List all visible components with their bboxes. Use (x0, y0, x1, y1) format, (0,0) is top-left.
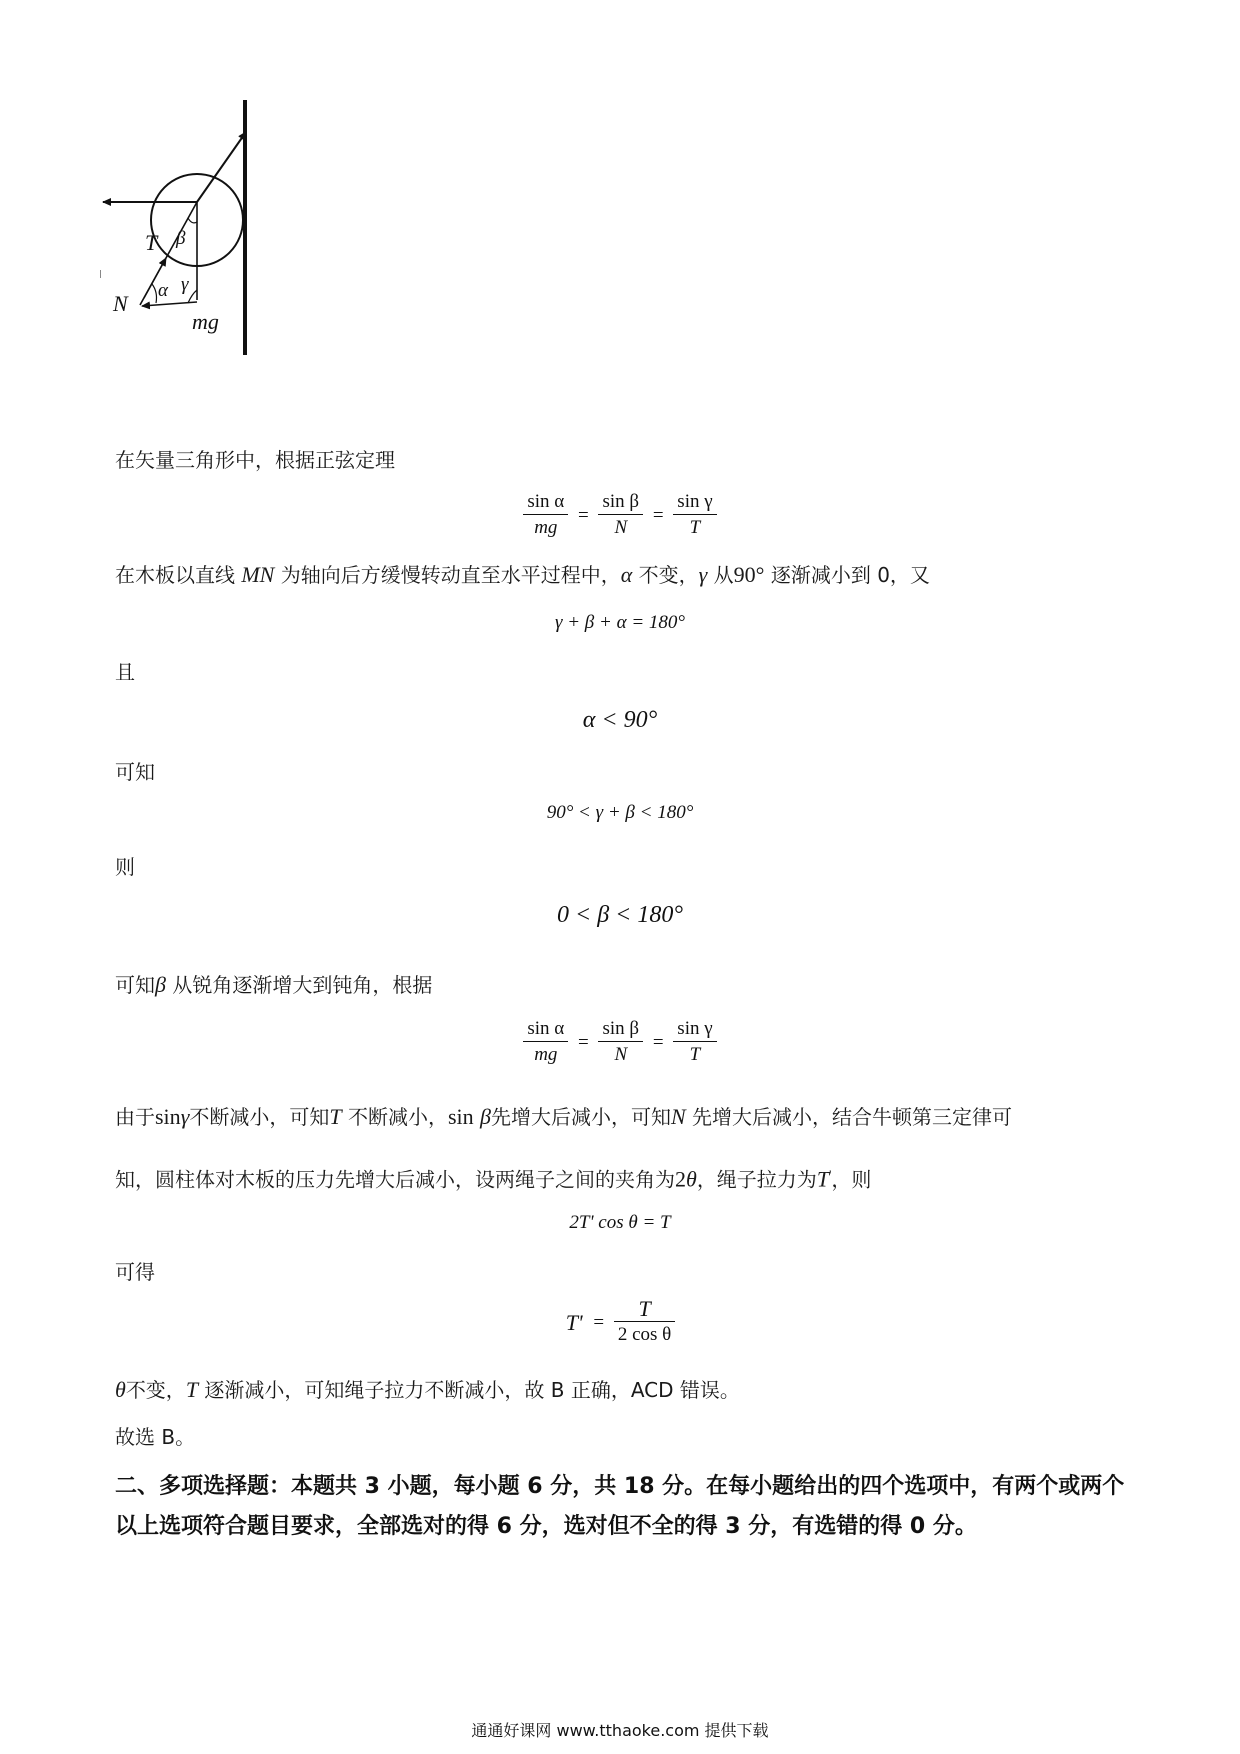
label-T: T (145, 230, 158, 255)
label-N: N (113, 291, 128, 316)
equation-range-1: 90° < γ + β < 180° (546, 802, 694, 823)
text-line-9: 可得 (115, 1260, 155, 1284)
text-line-10: θ不变，T 逐渐减小，可知绳子拉力不断减小，故 B 正确，ACD 错误。 (115, 1377, 740, 1402)
page-footer: 通通好课网 www.tthaoke.com 提供下载 (471, 1721, 769, 1740)
alpha-arc (152, 284, 157, 303)
equation-tension-solved: T' = $\frac{T}{\text{2 cos θ}}$ (0, 1297, 1240, 1348)
section-header: 二、多项选择题：本题共 3 小题，每小题 6 分，共 18 分。在每小题给出的四个选项中，有两个或两个以上选项符合题目要求，全部选对的得 6 分，选对但不全的得 3 分，有选错的得 0 分。 (115, 1474, 1125, 1539)
text-line-3: 且 (115, 660, 135, 684)
label-alpha: α (158, 280, 168, 301)
equation-range-2: 0 < β < 180° (557, 902, 683, 928)
equation-tension: 2T' cos θ = T (569, 1212, 671, 1233)
text-line-1: 在矢量三角形中，根据正弦定理 (115, 448, 395, 472)
equation-angle-sum: γ + β + α = 180° (555, 612, 685, 633)
text-line-6: 可知β 从锐角逐渐增大到钝角，根据 (115, 972, 433, 997)
text-line-4: 可知 (115, 760, 155, 784)
text-line-5: 则 (115, 855, 135, 879)
label-beta: β (176, 228, 186, 249)
text-line-7: 由于sinγ不断减小，可知T 不断减小，sin β先增大后减小，可知N 先增大后减小，结合牛顿第三定律可 (115, 1104, 1013, 1129)
text-line-8: 知，圆柱体对木板的压力先增大后减小，设两绳子之间的夹角为2θ，绳子拉力为T'，则 (115, 1166, 872, 1192)
gamma-arc (188, 290, 197, 303)
equation-sine-rule-1: $\frac{\text{sin α}}{mg}$ = $\frac{\text{sin β}}{N}$ = $\frac{\text{sin γ}}{T}$ (0, 490, 1240, 541)
force-diagram (100, 100, 300, 400)
label-gamma: γ (181, 274, 189, 295)
label-mg: mg (192, 309, 219, 334)
equation-alpha-lt: α < 90° (582, 707, 658, 733)
equation-sine-rule-2: $\frac{\text{sin α}}{mg}$ = $\frac{\text{sin β}}{N}$ = $\frac{\text{sin γ}}{T}$ (0, 1017, 1240, 1068)
text-line-11: 故选 B。 (115, 1425, 196, 1449)
text-line-2: 在木板以直线 MN 为轴向后方缓慢转动直至水平过程中，α 不变，γ 从90° 逐渐减小到 0，又 (115, 562, 930, 587)
tension-arrow (197, 132, 246, 202)
beta-arc (188, 218, 197, 223)
